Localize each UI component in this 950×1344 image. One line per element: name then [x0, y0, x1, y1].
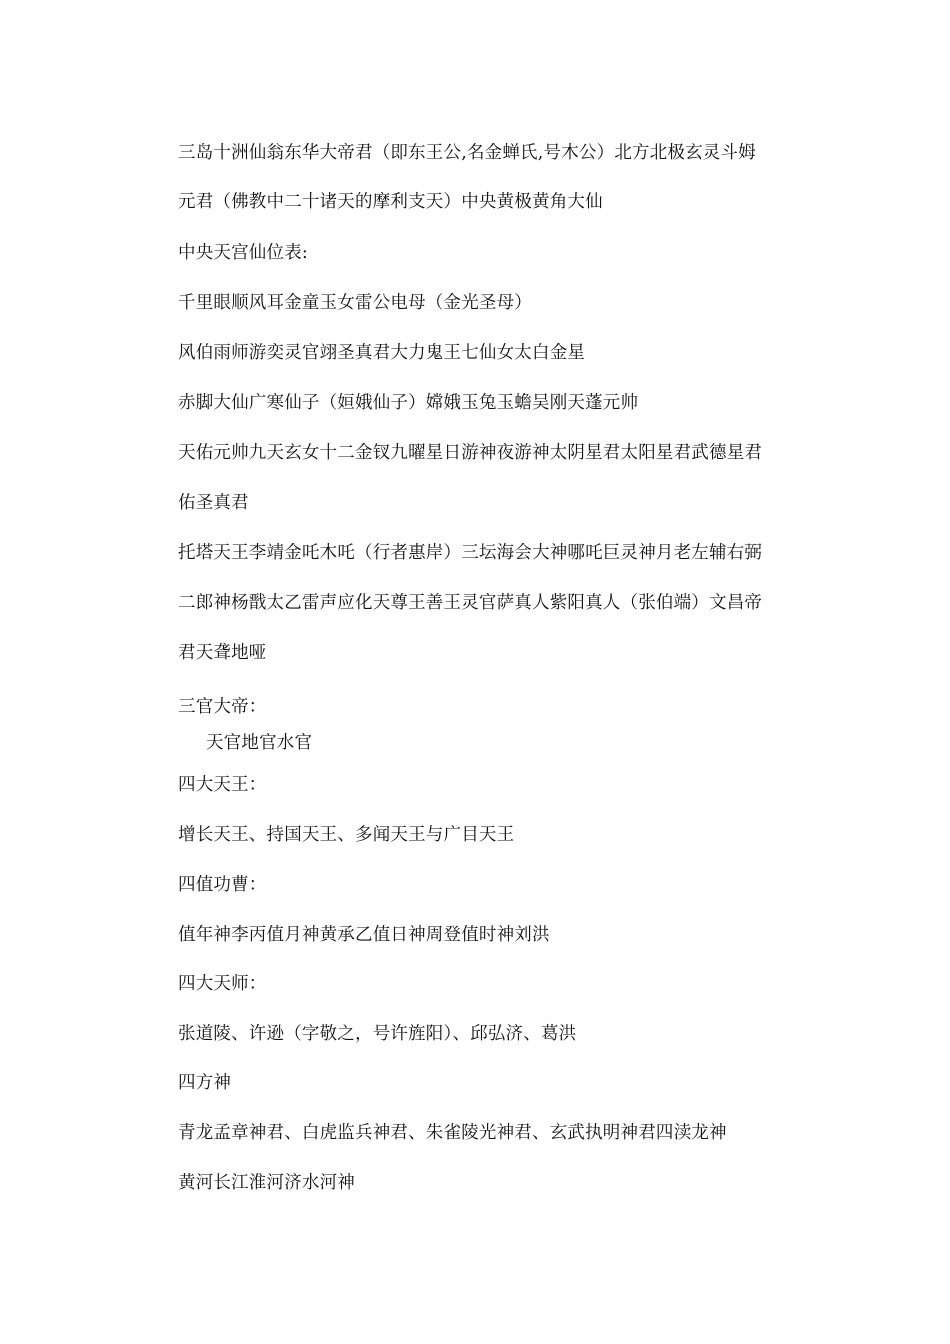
- section-heading: 三官大帝：: [178, 697, 267, 717]
- section-heading: 四大天王：: [178, 775, 267, 795]
- text-line: 赤脚大仙广寒仙子（姮娥仙子）嫦娥玉兔玉蟾吴刚天蓬元帅: [178, 393, 639, 413]
- text-line: 佑圣真君: [178, 493, 249, 513]
- text-line: 增长天王、持国天王、多闻天王与广目天王: [178, 825, 515, 845]
- text-line: 值年神李丙值月神黄承乙值日神周登值时神刘洪: [178, 925, 550, 945]
- section-heading: 四方神: [178, 1073, 232, 1093]
- text-line: 中央天宫仙位表:: [178, 243, 308, 263]
- text-line: 天官地官水官: [206, 733, 313, 753]
- section-heading: 四大天师：: [178, 974, 267, 994]
- text-line: 二郎神杨戬太乙雷声应化天尊王善王灵官萨真人紫阳真人（张伯端）文昌帝: [178, 593, 763, 613]
- text-line: 天佑元帅九天玄女十二金钗九曜星日游神夜游神太阴星君太阳星君武德星君: [178, 443, 763, 463]
- text-line: 青龙孟章神君、白虎监兵神君、朱雀陵光神君、玄武执明神君四渎龙神: [178, 1123, 727, 1143]
- text-line: 张道陵、许逊（字敬之，号许旌阳）、邱弘济、葛洪: [178, 1024, 577, 1044]
- text-line: 托塔天王李靖金吒木吒（行者惠岸）三坛海会大神哪吒巨灵神月老左辅右弼: [178, 543, 763, 563]
- section-heading: 四值功曹：: [178, 875, 267, 895]
- text-line: 元君（佛教中二十诸天的摩利支天）中央黄极黄角大仙: [178, 192, 603, 212]
- text-line: 三岛十洲仙翁东华大帝君（即东王公,名金蝉氏,号木公）北方北极玄灵斗姆: [178, 143, 756, 163]
- text-line: 千里眼顺风耳金童玉女雷公电母（金光圣母）: [178, 293, 532, 313]
- text-line: 黄河长江淮河济水河神: [178, 1173, 355, 1193]
- text-line: 风伯雨师游奕灵官翊圣真君大力鬼王七仙女太白金星: [178, 343, 586, 363]
- text-line: 君天聋地哑: [178, 643, 267, 663]
